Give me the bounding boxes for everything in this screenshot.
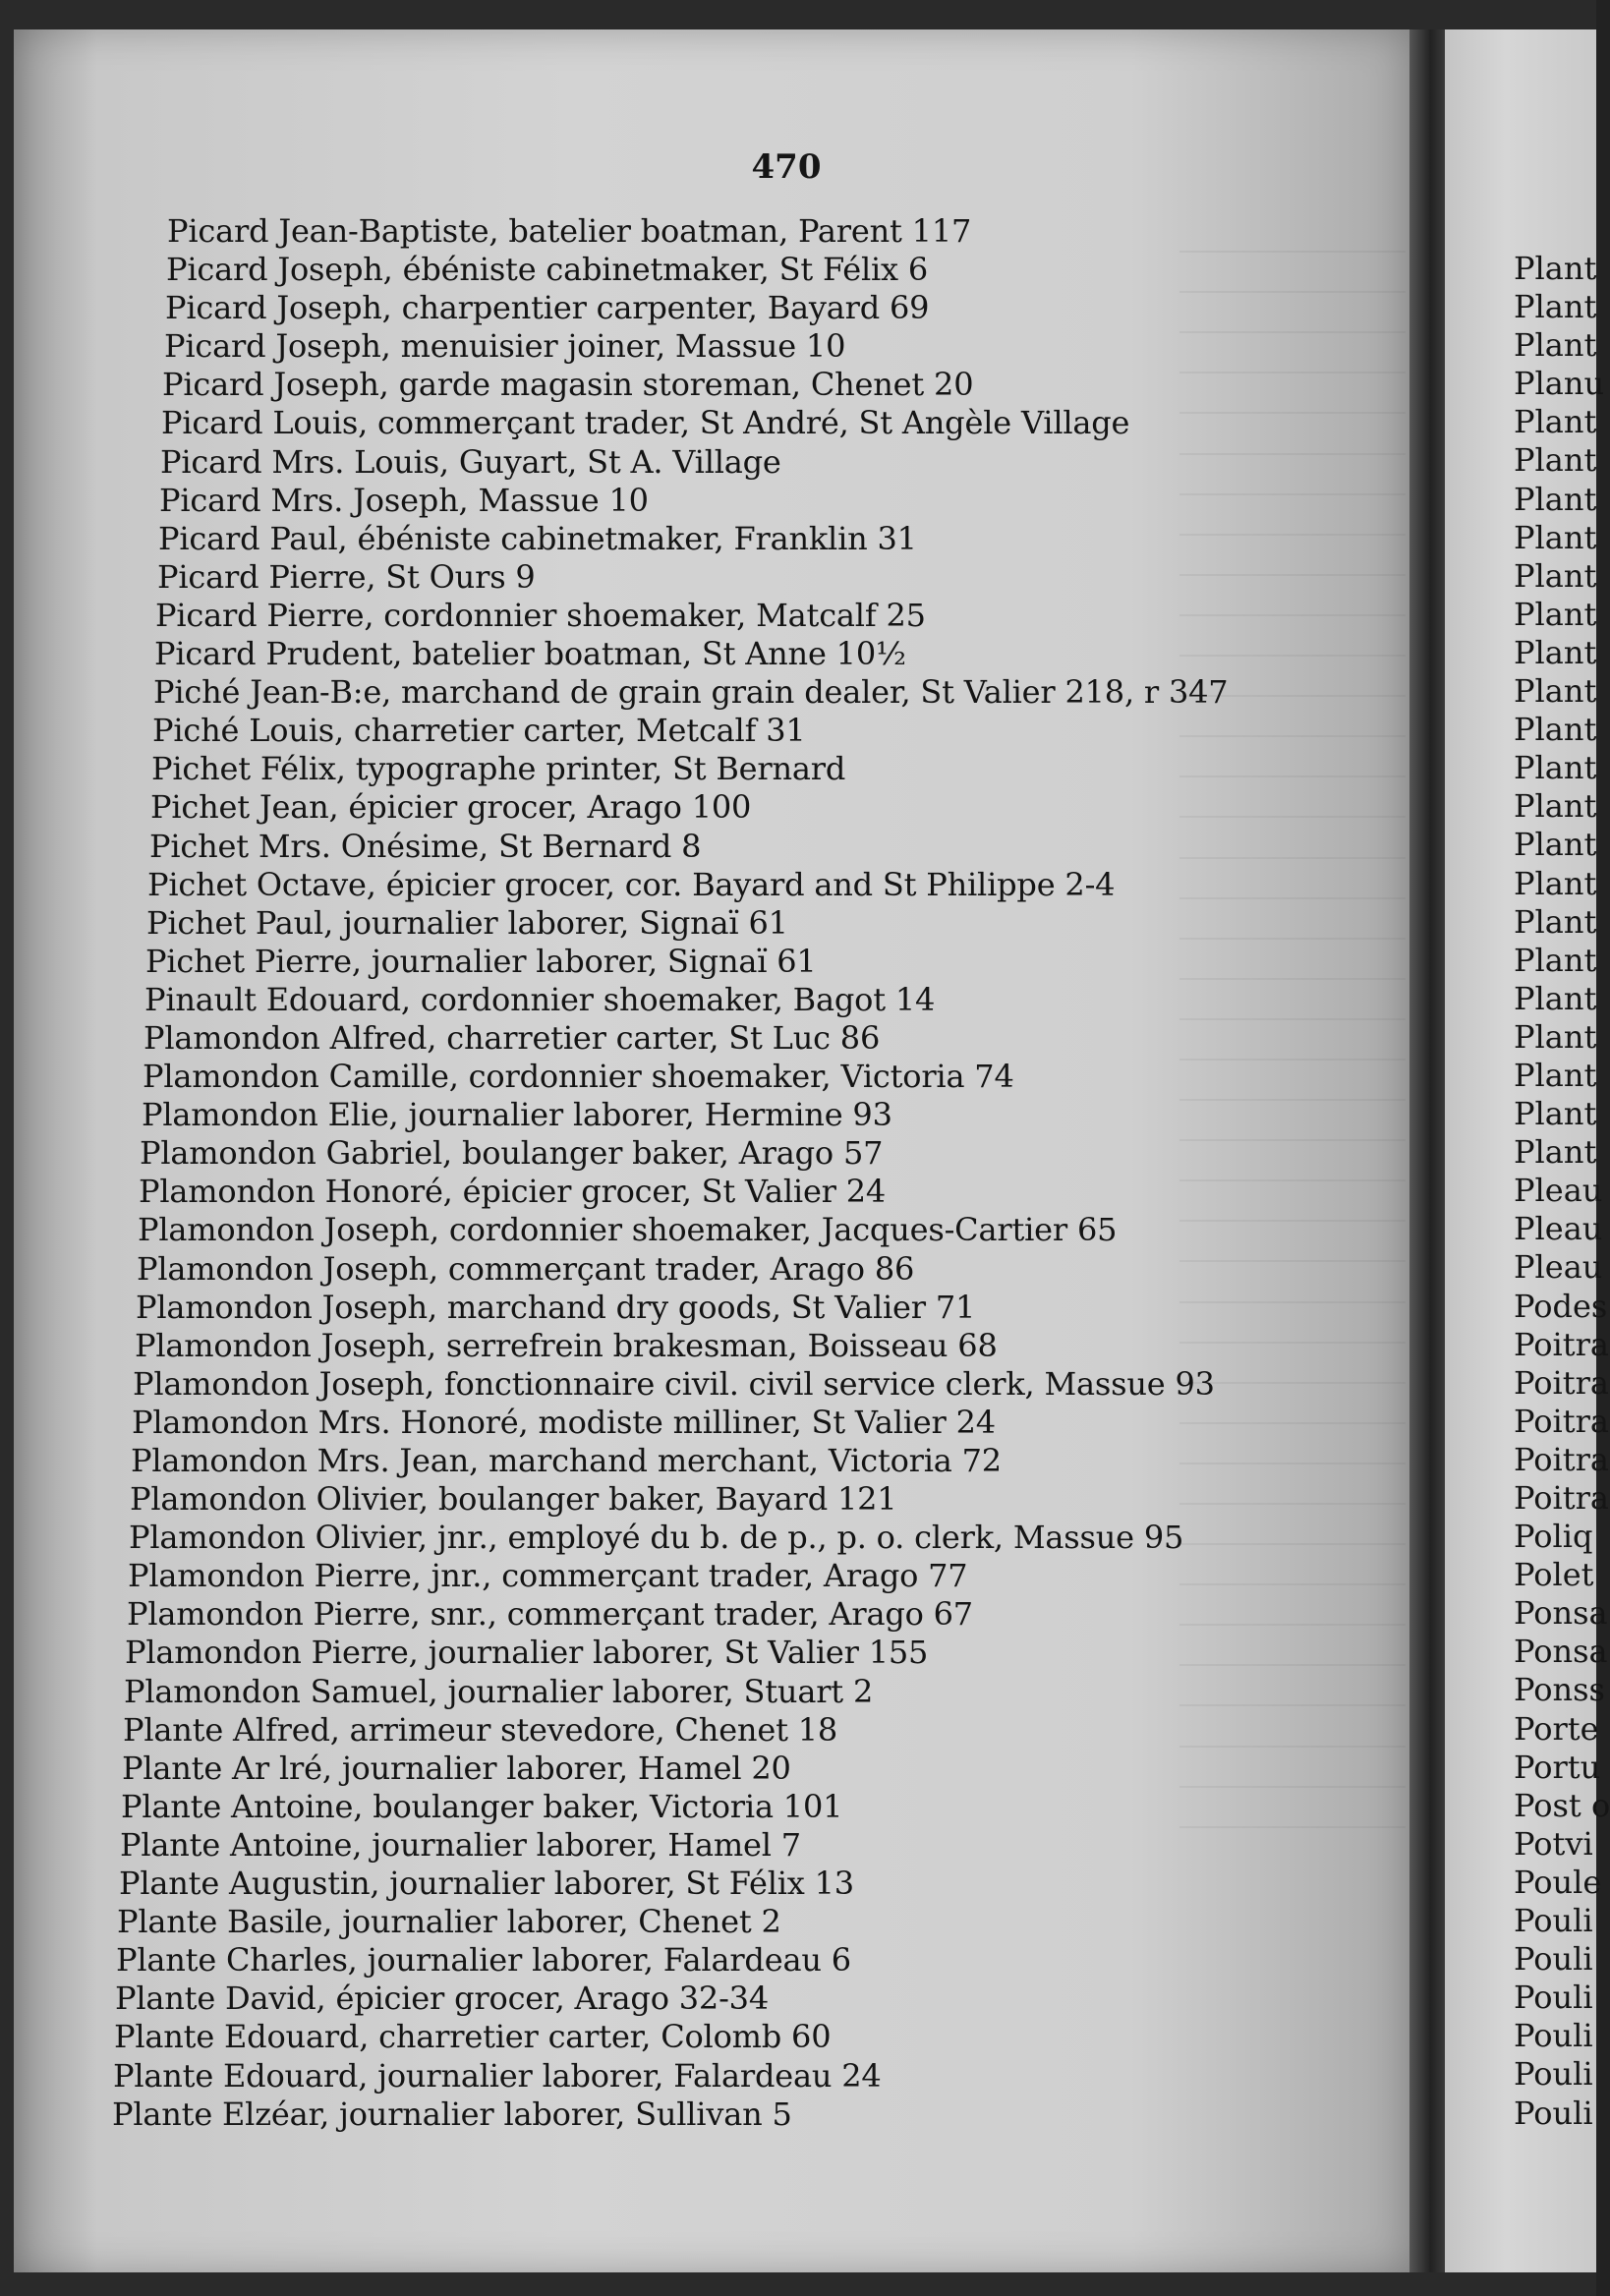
right-page-fragment: Plant: [1514, 941, 1597, 979]
directory-entry: Picard Pierre, St Ours 9: [157, 557, 536, 596]
right-page-fragment: Plant: [1514, 1017, 1597, 1056]
directory-entry: Pichet Paul, journalier laborer, Signaï 61: [146, 903, 788, 942]
directory-entry: Picard Paul, ébéniste cabinetmaker, Franklin 31: [158, 519, 917, 557]
right-page-fragment: Pouli: [1514, 1940, 1593, 1979]
right-page-fragment: Poule: [1514, 1863, 1602, 1901]
right-page-fragment: Plant: [1514, 864, 1597, 902]
right-page-fragment: Plant: [1514, 326, 1597, 365]
directory-entry: Plamondon Mrs. Honoré, modiste milliner, St Valier 24: [132, 1403, 996, 1441]
right-page-fragment: Pouli: [1514, 2094, 1593, 2132]
right-page-fragment: Pleau: [1514, 1248, 1603, 1287]
right-page-fragment: Pleau: [1514, 1210, 1603, 1248]
directory-entry: Picard Mrs. Joseph, Massue 10: [159, 481, 649, 519]
directory-entry: Picard Joseph, charpentier carpenter, Bayard 69: [165, 289, 930, 327]
right-page-fragment: Plant: [1514, 826, 1597, 864]
directory-entry: Plamondon Camille, cordonnier shoemaker, Victoria 74: [143, 1058, 1014, 1096]
directory-entry: Picard Jean-Baptiste, batelier boatman, Parent 117: [167, 212, 972, 250]
directory-entry: Pichet Pierre, journalier laborer, Signaï 61: [145, 942, 817, 980]
directory-entry: Picard Pierre, cordonnier shoemaker, Matcalf 25: [155, 596, 926, 634]
right-page-fragment: Pouli: [1514, 2055, 1593, 2094]
right-page-fragment: Portu: [1514, 1748, 1601, 1786]
directory-entry: Plamondon Elie, journalier laborer, Hermine 93: [142, 1096, 892, 1134]
right-page-fragment: Plant: [1514, 672, 1597, 711]
directory-entry: Plante Augustin, journalier laborer, St Félix 13: [119, 1865, 854, 1903]
directory-entry: Pinault Edouard, cordonnier shoemaker, Bagot 14: [144, 980, 936, 1018]
right-page-fragment: Plant: [1514, 1133, 1597, 1172]
directory-entry: Picard Mrs. Louis, Guyart, St A. Village: [160, 442, 781, 481]
directory-entry: Plamondon Olivier, boulanger baker, Bayard 121: [130, 1480, 897, 1519]
directory-entry: Plamondon Samuel, journalier laborer, Stuart 2: [124, 1672, 874, 1710]
right-page-fragment: Plant: [1514, 480, 1597, 518]
directory-entry: Plante Ar lré, journalier laborer, Hamel 20: [122, 1749, 791, 1787]
right-page-fragment: Pouli: [1514, 1902, 1593, 1940]
right-page-fragment: Podes: [1514, 1287, 1608, 1325]
right-page-fragment: Poliq: [1514, 1518, 1593, 1556]
directory-entry: Piché Jean-B:e, marchand de grain grain dealer, St Valier 218, r 347: [153, 673, 1229, 712]
right-page-fragment: Plant: [1514, 711, 1597, 749]
right-page-fragment: Plant: [1514, 1095, 1597, 1133]
directory-entry: Plamondon Pierre, jnr., commerçant trader, Arago 77: [128, 1557, 968, 1595]
directory-entry: Plamondon Pierre, journalier laborer, St Valier 155: [125, 1634, 929, 1672]
right-page-fragment: Plant: [1514, 633, 1597, 671]
right-page-fragment: Plant: [1514, 556, 1597, 595]
directory-entry: Plante Antoine, boulanger baker, Victoria 101: [121, 1787, 843, 1825]
right-page-fragment: Poitra: [1514, 1479, 1609, 1517]
directory-entry: Picard Prudent, batelier boatman, St Anne 10½: [154, 635, 906, 673]
right-page-fragment-list: [1514, 250, 1610, 2133]
directory-entry: Plamondon Joseph, cordonnier shoemaker, Jacques-Cartier 65: [138, 1211, 1118, 1249]
directory-entry-list: [112, 212, 1366, 2134]
directory-entry: Plante Charles, journalier laborer, Falardeau 6: [116, 1941, 851, 1980]
directory-entry: Plamondon Honoré, épicier grocer, St Valier 24: [139, 1173, 887, 1211]
directory-entry: Plante David, épicier grocer, Arago 32-34: [115, 1980, 770, 2018]
right-page-fragment: Pouli: [1514, 1979, 1593, 2017]
right-page-edge: [1445, 29, 1610, 2272]
directory-entry: Plamondon Mrs. Jean, marchand merchant, Victoria 72: [131, 1442, 1002, 1479]
right-page-fragment: Plant: [1514, 595, 1597, 633]
directory-entry: Plante Edouard, charretier carter, Colomb 60: [114, 2018, 832, 2056]
directory-entry: Plamondon Joseph, fonctionnaire civil. civil service clerk, Massue 93: [133, 1364, 1215, 1403]
right-page-fragment: Ponsa: [1514, 1594, 1608, 1633]
directory-entry: Picard Louis, commerçant trader, St André, St Angèle Village: [161, 404, 1130, 442]
right-page-fragment: Plant: [1514, 979, 1597, 1017]
directory-entry: Picard Joseph, garde magasin storeman, Chenet 20: [162, 366, 974, 404]
right-page-fragment: Poitra: [1514, 1363, 1609, 1402]
right-page-fragment: Planu: [1514, 365, 1605, 403]
right-page-fragment: Pouli: [1514, 2017, 1593, 2055]
right-page-fragment: Plant: [1514, 250, 1597, 287]
directory-entry: Plante Antoine, journalier laborer, Hamel 7: [120, 1825, 801, 1864]
directory-entry: Pichet Mrs. Onésime, St Bernard 8: [149, 827, 702, 865]
directory-entry: Plamondon Joseph, serrefrein brakesman, Boisseau 68: [135, 1326, 998, 1364]
right-page-fragment: Poitra: [1514, 1325, 1609, 1363]
right-page-fragment: Ponss: [1514, 1671, 1605, 1709]
right-page-fragment: Plant: [1514, 749, 1597, 787]
right-page-fragment: Plant: [1514, 787, 1597, 826]
right-page-fragment: Ponsa: [1514, 1633, 1608, 1671]
directory-entry: Plante Elzéar, journalier laborer, Sullivan 5: [112, 2095, 792, 2133]
right-page-fragment: Potvi: [1514, 1824, 1593, 1863]
right-page-fragment: Post o: [1514, 1786, 1610, 1824]
directory-entry: Plamondon Joseph, marchand dry goods, St Valier 71: [136, 1288, 976, 1326]
directory-entry: Plamondon Pierre, snr., commerçant trader, Arago 67: [127, 1595, 973, 1634]
right-page-fragment: Plant: [1514, 288, 1597, 326]
right-page-fragment: Plant: [1514, 1056, 1597, 1094]
right-page-fragment: Plant: [1514, 441, 1597, 480]
right-page-fragment: Poitra: [1514, 1402, 1609, 1440]
right-page-fragment: Polet: [1514, 1556, 1594, 1594]
directory-entry: Picard Joseph, ébéniste cabinetmaker, St Félix 6: [166, 251, 928, 289]
directory-entry: Plamondon Olivier, jnr., employé du b. de p., p. o. clerk, Massue 95: [129, 1519, 1184, 1557]
right-page-fragment: Pleau: [1514, 1172, 1603, 1210]
right-page-fragment: Porte: [1514, 1709, 1599, 1748]
directory-entry: Pichet Jean, épicier grocer, Arago 100: [150, 788, 752, 827]
directory-entry: Piché Louis, charretier carter, Metcalf 31: [152, 712, 806, 750]
right-page-fragment: Poitra: [1514, 1440, 1609, 1478]
directory-entry: Plante Edouard, journalier laborer, Falardeau 24: [113, 2056, 882, 2095]
directory-entry: Plamondon Joseph, commerçant trader, Arago 86: [137, 1249, 915, 1288]
directory-entry: Picard Joseph, menuisier joiner, Massue 10: [164, 327, 846, 366]
right-page-fragment: Plant: [1514, 902, 1597, 941]
directory-entry: Pichet Félix, typographe printer, St Bernard: [151, 750, 846, 788]
directory-entry: Pichet Octave, épicier grocer, cor. Bayard and St Philippe 2-4: [147, 865, 1116, 903]
directory-entry: Plamondon Gabriel, boulanger baker, Arago 57: [140, 1134, 884, 1173]
page-number: 470: [751, 147, 822, 187]
book-gutter: [1409, 29, 1445, 2272]
directory-entry: Plante Basile, journalier laborer, Chenet 2: [117, 1903, 781, 1941]
directory-entry: Plamondon Alfred, charretier carter, St Luc 86: [144, 1018, 881, 1057]
directory-entry: Plante Alfred, arrimeur stevedore, Chenet 18: [123, 1710, 838, 1749]
right-page-fragment: Plant: [1514, 518, 1597, 556]
right-page-fragment: Plant: [1514, 403, 1597, 441]
